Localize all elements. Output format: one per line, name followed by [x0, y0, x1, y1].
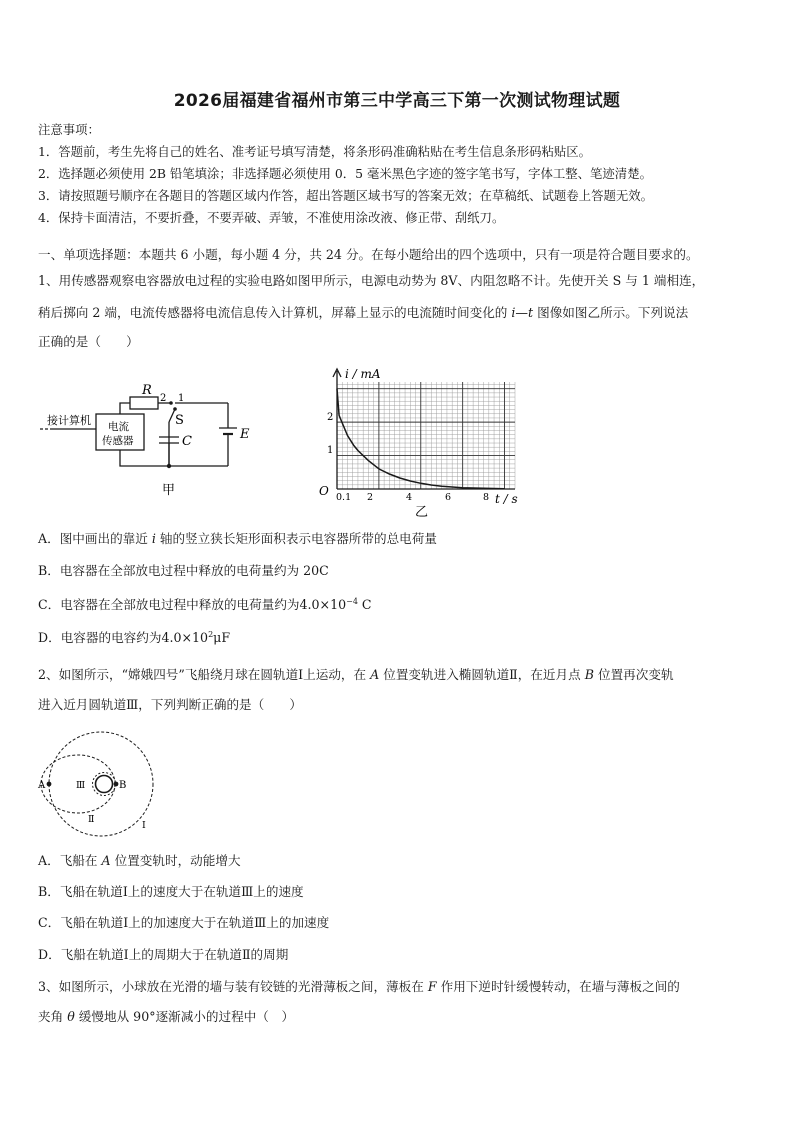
option-text: C．电容器在全部放电过程中释放的电荷量约为	[38, 597, 300, 613]
q1-stem-text: 图像如图乙所示。下列说法	[533, 305, 689, 320]
option-sup: −4	[346, 597, 358, 606]
label-B: B	[119, 780, 127, 791]
option-var: A	[101, 853, 111, 868]
option-text: C	[357, 597, 372, 613]
caption-yi: 乙	[415, 505, 429, 520]
label-S: S	[175, 413, 184, 428]
notes-item: 2．选择题必须使用 2B 铅笔填涂；非选择题必须使用 0．5 毫米黑色字迹的签字笔书写，字体工整、笔迹清楚。	[38, 166, 652, 181]
label-C: C	[182, 434, 192, 449]
label-E: E	[240, 427, 250, 442]
q2-stem-var: B	[584, 667, 594, 682]
graph-grid	[337, 382, 515, 489]
option-var: i	[151, 531, 156, 546]
label-terminal-1: 1	[178, 393, 185, 404]
q1-stem-var: i—t	[511, 305, 534, 320]
it-graph	[305, 362, 530, 522]
notes-item: 1．答题前，考生先将自己的姓名、准考证号填写清楚，将条形码准确粘贴在考生信息条形码粘贴区。	[38, 144, 592, 159]
q1-stem-text: 稍后掷向 2 端，电流传感器将电流信息传入计算机，屏幕上显示的电流随时间变化的	[38, 305, 512, 320]
label-R: R	[142, 383, 152, 398]
option-text: A．图中画出的靠近	[38, 531, 152, 546]
point-B	[114, 782, 119, 787]
label-sensor: 电流	[108, 421, 129, 433]
notes-item: 3．请按照题号顺序在各题目的答题区域内作答，超出答题区域书写的答案无效；在草稿纸、试题卷上答题无效。	[38, 188, 654, 203]
circuit-diagram	[38, 380, 258, 505]
y-tick-label: 1	[327, 445, 334, 456]
point-A	[47, 782, 52, 787]
label-sensor: 传感器	[102, 435, 134, 447]
x-tick-label: 2	[367, 492, 374, 503]
option-text: 轴的竖立狭长矩形面积表示电容器所带的总电荷量	[155, 531, 437, 546]
label-computer: 接计算机	[47, 414, 91, 427]
q3-stem-text: 3、如图所示，小球放在光滑的墙与装有铰链的光滑薄板之间，薄板在	[38, 979, 428, 994]
moon	[96, 776, 113, 793]
q1-option-a	[38, 531, 437, 547]
option-text: 位置变轨时，动能增大	[110, 853, 241, 868]
q3-stem-line1	[38, 979, 680, 995]
option-text: A．飞船在	[38, 853, 102, 868]
junction-dot	[167, 464, 171, 468]
x-tick-label: 8	[483, 492, 490, 503]
q3-stem-text: 作用下逆时针缓慢转动，在墙与薄板之间的	[436, 979, 680, 994]
option-sup: 2	[208, 630, 214, 639]
q1-option-b: B．电容器在全部放电过程中释放的电荷量约为 20C	[38, 563, 329, 578]
label-II: Ⅱ	[88, 814, 95, 825]
y-axis-label: i / mA	[345, 367, 381, 381]
option-math: 4.0×10	[299, 597, 347, 613]
label-III: Ⅲ	[76, 780, 86, 791]
circuit-wire	[120, 450, 169, 466]
q2-option-c: C．飞船在轨道Ⅰ上的加速度大于在轨道Ⅲ上的加速度	[38, 915, 330, 930]
label-terminal-2: 2	[160, 393, 167, 404]
option-text: μF	[213, 630, 231, 646]
option-math: 4.0×10	[161, 630, 209, 646]
caption-jia: 甲	[162, 483, 176, 498]
q1-option-c	[38, 594, 372, 613]
orbit-diagram	[36, 730, 166, 840]
q2-stem-text: 位置变轨进入椭圆轨道Ⅱ，在近月点	[379, 667, 585, 682]
q2-option-d: D．飞船在轨道Ⅰ上的周期大于在轨道Ⅱ的周期	[38, 947, 289, 962]
q3-stem-line2	[38, 1009, 294, 1025]
q2-stem-line2: 进入近月圆轨道Ⅲ，下列判断正确的是（ ）	[38, 697, 303, 712]
resistor	[130, 397, 158, 409]
y-tick-label: 2	[327, 412, 334, 423]
x-tick-label: 6	[445, 492, 452, 503]
notes-heading: 注意事项：	[38, 122, 100, 137]
q3-stem-text: 缓慢地从 90°逐渐减小的过程中（ ）	[74, 1009, 295, 1024]
notes-item: 4．保持卡面清洁，不要折叠，不要弄破、弄皱，不准使用涂改液、修正带、刮纸刀。	[38, 210, 505, 225]
option-text: D．电容器的电容约为	[38, 630, 162, 646]
origin-label: O	[319, 484, 329, 498]
label-A: A	[38, 780, 46, 791]
orbit-I	[49, 732, 153, 836]
q1-stem-line3: 正确的是（ ）	[38, 334, 139, 349]
q2-stem-text: 位置再次变轨	[593, 667, 674, 682]
x-tick-label: 4	[406, 492, 413, 503]
label-I: Ⅰ	[142, 820, 146, 831]
q3-stem-var: F	[427, 979, 437, 994]
terminal-1	[173, 407, 177, 411]
q2-stem-text: 2、如图所示，“嫦娥四号”飞船绕月球在圆轨道Ⅰ上运动，在	[38, 667, 371, 682]
q2-stem-line1	[38, 667, 674, 683]
section-heading: 一、单项选择题：本题共 6 小题，每小题 4 分，共 24 分。在每小题给出的四个选项中，只有一项是符合题目要求的。	[38, 247, 699, 262]
q1-stem-line1: 1、用传感器观察电容器放电过程的实验电路如图甲所示，电源电动势为 8V、内阻忽略不计。先使开关 S 与 1 端相连，	[38, 273, 705, 288]
q2-stem-var: A	[370, 667, 380, 682]
terminal-2	[169, 401, 173, 405]
q2-option-b: B．飞船在轨道Ⅰ上的速度大于在轨道Ⅲ上的速度	[38, 884, 304, 899]
q2-option-a	[38, 853, 241, 869]
circuit-wire	[120, 403, 130, 414]
x-axis-label: t / s	[495, 492, 518, 506]
q1-option-d	[38, 627, 230, 646]
q1-stem-line2	[38, 305, 688, 321]
page-title: 2026届福建省福州市第三中学高三下第一次测试物理试题	[173, 91, 621, 111]
q3-stem-text: 夹角	[38, 1009, 68, 1024]
x-tick-label: 0.1	[336, 492, 352, 503]
q3-stem-var: θ	[67, 1009, 75, 1024]
